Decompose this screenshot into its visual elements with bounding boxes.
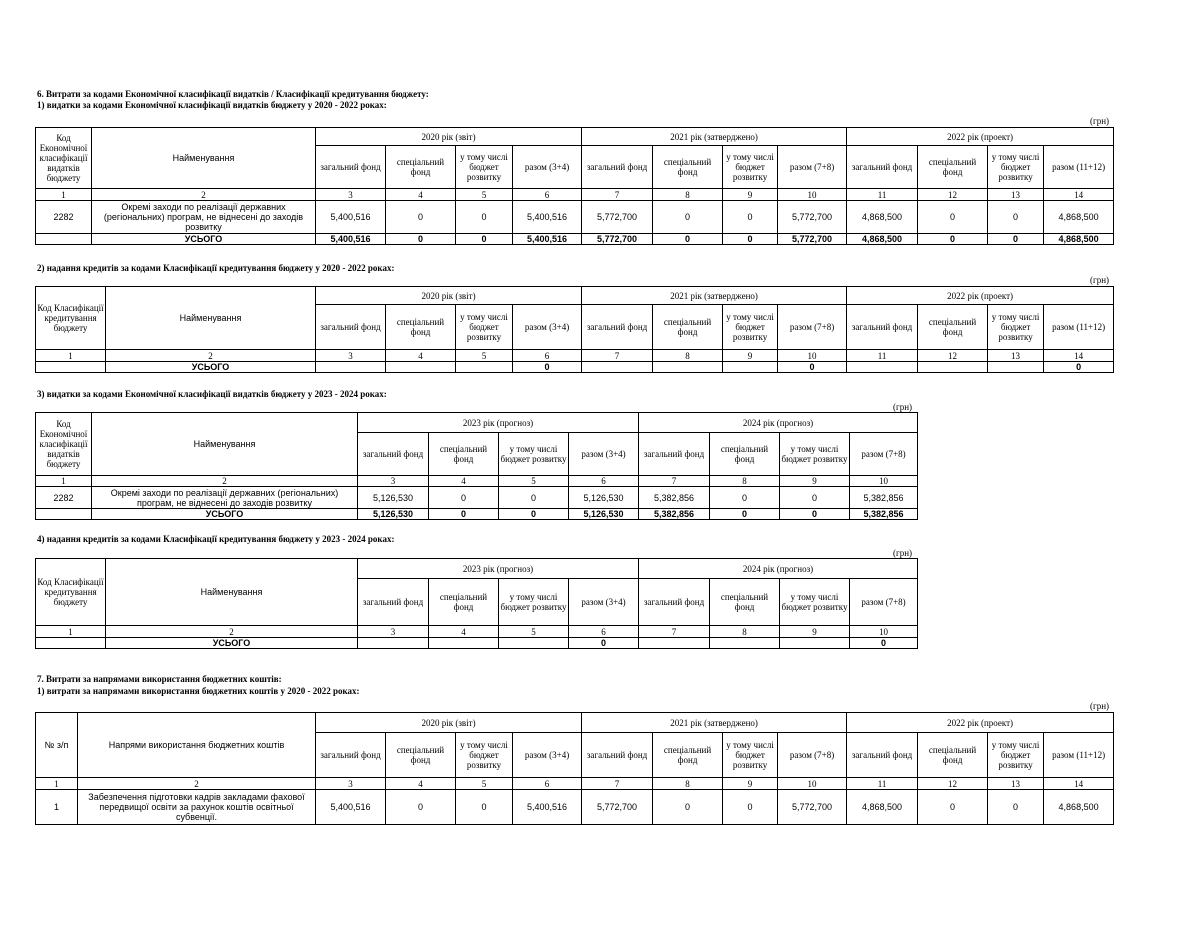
header-year-2021: 2021 рік (затверджено) (582, 713, 847, 733)
col-num: 4 (429, 476, 499, 487)
header-special-fund: спеціальний фонд (710, 433, 780, 476)
header-number: № з/п (36, 713, 78, 778)
header-general-fund: загальний фонд (582, 305, 653, 350)
cell-value: 5,382,856 (639, 487, 710, 509)
cell-value: 4,868,500 (1044, 201, 1114, 234)
header-development: у тому числі бюджет розвитку (723, 305, 778, 350)
col-num: 12 (918, 778, 988, 790)
header-general-fund: загальний фонд (358, 579, 429, 626)
total-value: 5,400,516 (513, 234, 582, 245)
header-special-fund: спеціальний фонд (386, 733, 456, 778)
cell-code: 2282 (36, 487, 92, 509)
header-special-fund: спеціальний фонд (653, 146, 723, 189)
col-num: 10 (850, 476, 918, 487)
header-development: у тому числі бюджет розвитку (723, 146, 778, 189)
table-credit-2023-2024 (35, 558, 918, 649)
col-num: 4 (429, 626, 499, 638)
cell-value: 4,868,500 (847, 790, 918, 825)
header-general-fund: загальний фонд (316, 146, 386, 189)
total-value: 4,868,500 (1044, 234, 1114, 245)
col-num: 10 (778, 189, 847, 201)
col-num: 13 (988, 778, 1044, 790)
header-sum: разом (3+4) (513, 146, 582, 189)
header-general-fund: загальний фонд (316, 733, 386, 778)
header-general-fund: загальний фонд (847, 733, 918, 778)
cell-value: 0 (429, 487, 499, 509)
header-sum: разом (3+4) (513, 733, 582, 778)
col-num: 3 (358, 626, 429, 638)
total-value: 0 (918, 234, 988, 245)
header-general-fund: загальний фонд (847, 305, 918, 350)
col-num: 4 (386, 778, 456, 790)
header-special-fund: спеціальний фонд (429, 433, 499, 476)
header-year-2022: 2022 рік (проект) (847, 713, 1114, 733)
header-sum: разом (11+12) (1044, 733, 1114, 778)
total-row (36, 362, 1114, 373)
col-num: 13 (988, 189, 1044, 201)
table-row (36, 487, 918, 509)
header-special-fund: спеціальний фонд (386, 146, 456, 189)
header-special-fund: спеціальний фонд (918, 733, 988, 778)
total-value: 5,772,700 (582, 234, 653, 245)
header-special-fund: спеціальний фонд (918, 305, 988, 350)
col-num: 2 (78, 778, 316, 790)
header-special-fund: спеціальний фонд (429, 579, 499, 626)
total-label: УСЬОГО (106, 638, 358, 649)
cell-value: 0 (988, 790, 1044, 825)
header-general-fund: загальний фонд (639, 433, 710, 476)
col-num: 3 (316, 778, 386, 790)
col-num: 2 (106, 350, 316, 362)
header-development: у тому числі бюджет розвитку (456, 305, 513, 350)
col-num: 8 (653, 778, 723, 790)
header-year-2022: 2022 рік (проект) (847, 128, 1114, 146)
total-label: УСЬОГО (106, 362, 316, 373)
col-num: 13 (988, 350, 1044, 362)
col-num: 14 (1044, 350, 1114, 362)
section-6-subtitle-3: 3) видатки за кодами Економічної класифікації видатків бюджету у 2023 - 2024 роках: (37, 389, 387, 399)
total-label: УСЬОГО (92, 234, 316, 245)
total-value: 0 (499, 509, 569, 520)
col-num: 6 (569, 476, 639, 487)
col-num: 11 (847, 189, 918, 201)
table-econ-2020-2022 (35, 127, 1114, 245)
section-6-subtitle-2: 2) надання кредитів за кодами Класифікації кредитування бюджету у 2020 - 2022 роках: (37, 263, 395, 273)
header-sum: разом (7+8) (778, 733, 847, 778)
total-row (36, 638, 918, 649)
cell-value: 0 (780, 487, 850, 509)
cell-direction: Забезпечення підготовки кадрів закладами фахової передвищої освіти за рахунок коштів освітньої субвенції. (78, 790, 316, 825)
col-num: 8 (710, 476, 780, 487)
col-num: 9 (723, 189, 778, 201)
col-num: 5 (499, 476, 569, 487)
cell-value: 0 (710, 487, 780, 509)
cell-code: 2282 (36, 201, 92, 234)
cell-value: 5,772,700 (582, 790, 653, 825)
col-num: 11 (847, 778, 918, 790)
header-general-fund: загальний фонд (316, 305, 386, 350)
cell-value: 0 (918, 201, 988, 234)
cell-value: 5,400,516 (316, 790, 386, 825)
total-value: 0 (653, 234, 723, 245)
cell-value: 5,126,530 (358, 487, 429, 509)
cell-value: 5,400,516 (316, 201, 386, 234)
col-num: 9 (723, 350, 778, 362)
cell-value: 0 (499, 487, 569, 509)
total-value: 0 (988, 234, 1044, 245)
header-year-2024: 2024 рік (прогноз) (639, 413, 918, 433)
cell-value: 0 (456, 201, 513, 234)
total-value: 0 (710, 509, 780, 520)
header-year-2020: 2020 рік (звіт) (316, 713, 582, 733)
header-sum: разом (7+8) (778, 146, 847, 189)
col-num: 7 (582, 778, 653, 790)
col-num: 8 (710, 626, 780, 638)
total-value: 5,382,856 (850, 509, 918, 520)
section-6-subtitle-1: 1) видатки за кодами Економічної класифікації видатків бюджету у 2020 - 2022 роках: (37, 100, 387, 110)
header-year-2024: 2024 рік (прогноз) (639, 559, 918, 579)
column-numbers-row (36, 778, 1114, 790)
table-row (36, 201, 1114, 234)
col-num: 3 (358, 476, 429, 487)
total-label: УСЬОГО (92, 509, 358, 520)
table-credit-2020-2022 (35, 286, 1114, 373)
header-sum: разом (11+12) (1044, 146, 1114, 189)
col-num: 10 (778, 778, 847, 790)
col-num: 14 (1044, 778, 1114, 790)
total-value: 0 (850, 638, 918, 649)
col-num: 5 (456, 189, 513, 201)
unit-label: (грн) (1090, 116, 1110, 126)
header-year-2023: 2023 рік (прогноз) (358, 413, 639, 433)
header-code-credit: Код Класифікації кредитування бюджету (36, 287, 106, 350)
section-6-title: 6. Витрати за кодами Економічної класифікації видатків / Класифікації кредитування бюджету: (37, 89, 429, 99)
header-development: у тому числі бюджет розвитку (456, 733, 513, 778)
col-num: 5 (456, 778, 513, 790)
header-sum: разом (7+8) (850, 579, 918, 626)
section-7-subtitle-1: 1) витрати за напрямами використання бюджетних коштів у 2020 - 2022 роках: (37, 686, 360, 696)
header-special-fund: спеціальний фонд (386, 305, 456, 350)
col-num: 7 (582, 350, 653, 362)
header-general-fund: загальний фонд (358, 433, 429, 476)
col-num: 5 (456, 350, 513, 362)
col-num: 2 (106, 626, 358, 638)
col-num: 8 (653, 350, 723, 362)
unit-label: (грн) (893, 548, 913, 558)
col-num: 9 (780, 476, 850, 487)
column-numbers-row (36, 350, 1114, 362)
cell-number: 1 (36, 790, 78, 825)
col-num: 7 (639, 476, 710, 487)
total-value: 0 (778, 362, 847, 373)
col-num: 1 (36, 626, 106, 638)
col-num: 8 (653, 189, 723, 201)
col-num: 14 (1044, 189, 1114, 201)
cell-value: 0 (723, 201, 778, 234)
col-num: 1 (36, 350, 106, 362)
cell-value: 0 (653, 790, 723, 825)
header-general-fund: загальний фонд (582, 146, 653, 189)
col-num: 5 (499, 626, 569, 638)
header-sum: разом (11+12) (1044, 305, 1114, 350)
header-development: у тому числі бюджет розвитку (988, 733, 1044, 778)
header-sum: разом (3+4) (513, 305, 582, 350)
header-development: у тому числі бюджет розвитку (780, 579, 850, 626)
total-value: 0 (723, 234, 778, 245)
col-num: 6 (569, 626, 639, 638)
total-value: 0 (1044, 362, 1114, 373)
cell-value: 5,772,700 (778, 201, 847, 234)
header-name: Найменування (92, 128, 316, 189)
header-name: Найменування (92, 413, 358, 476)
cell-value: 5,126,530 (569, 487, 639, 509)
col-num: 1 (36, 189, 92, 201)
cell-value: 0 (386, 201, 456, 234)
total-value: 5,126,530 (569, 509, 639, 520)
cell-value: 0 (723, 790, 778, 825)
col-num: 3 (316, 189, 386, 201)
cell-value: 0 (456, 790, 513, 825)
header-general-fund: загальний фонд (639, 579, 710, 626)
header-general-fund: загальний фонд (582, 733, 653, 778)
col-num: 1 (36, 476, 92, 487)
column-numbers-row (36, 626, 918, 638)
col-num: 6 (513, 189, 582, 201)
col-num: 9 (723, 778, 778, 790)
header-year-2021: 2021 рік (затверджено) (582, 287, 847, 305)
header-development: у тому числі бюджет розвитку (988, 146, 1044, 189)
col-num: 1 (36, 778, 78, 790)
col-num: 4 (386, 189, 456, 201)
cell-name: Окремі заходи по реалізації державних (регіональних) програм, не віднесені до заходів розвитку (92, 487, 358, 509)
header-development: у тому числі бюджет розвитку (988, 305, 1044, 350)
col-num: 12 (918, 350, 988, 362)
cell-value: 5,772,700 (778, 790, 847, 825)
header-special-fund: спеціальний фонд (653, 733, 723, 778)
cell-value: 5,382,856 (850, 487, 918, 509)
col-num: 6 (513, 778, 582, 790)
column-numbers-row (36, 476, 918, 487)
header-directions: Напрями використання бюджетних коштів (78, 713, 316, 778)
total-value: 5,400,516 (316, 234, 386, 245)
header-sum: разом (7+8) (778, 305, 847, 350)
header-special-fund: спеціальний фонд (653, 305, 723, 350)
column-numbers-row (36, 189, 1114, 201)
col-num: 2 (92, 476, 358, 487)
table-row (36, 790, 1114, 825)
col-num: 4 (386, 350, 456, 362)
header-year-2020: 2020 рік (звіт) (316, 287, 582, 305)
cell-value: 5,772,700 (582, 201, 653, 234)
header-special-fund: спеціальний фонд (710, 579, 780, 626)
header-code-econ: Код Економічної класифікації видатків бюджету (36, 128, 92, 189)
header-development: у тому числі бюджет розвитку (499, 579, 569, 626)
cell-value: 0 (653, 201, 723, 234)
cell-value: 0 (386, 790, 456, 825)
col-num: 10 (850, 626, 918, 638)
cell-value: 4,868,500 (1044, 790, 1114, 825)
unit-label: (грн) (1090, 275, 1110, 285)
col-num: 2 (92, 189, 316, 201)
cell-value: 0 (918, 790, 988, 825)
header-development: у тому числі бюджет розвитку (780, 433, 850, 476)
header-code-credit: Код Класифікації кредитування бюджету (36, 559, 106, 626)
total-value: 0 (569, 638, 639, 649)
header-sum: разом (3+4) (569, 433, 639, 476)
total-value: 0 (780, 509, 850, 520)
total-value: 0 (429, 509, 499, 520)
cell-value: 5,400,516 (513, 201, 582, 234)
col-num: 6 (513, 350, 582, 362)
table-econ-2023-2024 (35, 412, 918, 520)
section-6-subtitle-4: 4) надання кредитів за кодами Класифікації кредитування бюджету у 2023 - 2024 роках: (37, 534, 395, 544)
total-value: 5,772,700 (778, 234, 847, 245)
cell-value: 0 (988, 201, 1044, 234)
header-sum: разом (3+4) (569, 579, 639, 626)
col-num: 9 (780, 626, 850, 638)
col-num: 10 (778, 350, 847, 362)
total-value: 0 (386, 234, 456, 245)
header-code-econ: Код Економічної класифікації видатків бюджету (36, 413, 92, 476)
header-special-fund: спеціальний фонд (918, 146, 988, 189)
header-development: у тому числі бюджет розвитку (456, 146, 513, 189)
col-num: 3 (316, 350, 386, 362)
cell-name: Окремі заходи по реалізації державних (регіональних) програм, не віднесені до заходів розвитку (92, 201, 316, 234)
header-year-2023: 2023 рік (прогноз) (358, 559, 639, 579)
header-year-2021: 2021 рік (затверджено) (582, 128, 847, 146)
header-year-2022: 2022 рік (проект) (847, 287, 1114, 305)
header-development: у тому числі бюджет розвитку (499, 433, 569, 476)
unit-label: (грн) (893, 402, 913, 412)
header-sum: разом (7+8) (850, 433, 918, 476)
total-row (36, 234, 1114, 245)
header-name: Найменування (106, 559, 358, 626)
total-value: 4,868,500 (847, 234, 918, 245)
section-7-title: 7. Витрати за напрямами використання бюджетних коштів: (37, 674, 282, 684)
header-general-fund: загальний фонд (847, 146, 918, 189)
col-num: 11 (847, 350, 918, 362)
col-num: 7 (639, 626, 710, 638)
cell-value: 4,868,500 (847, 201, 918, 234)
header-name: Найменування (106, 287, 316, 350)
col-num: 12 (918, 189, 988, 201)
table-directions-2020-2022 (35, 712, 1114, 825)
header-year-2020: 2020 рік (звіт) (316, 128, 582, 146)
unit-label: (грн) (1090, 701, 1110, 711)
total-value: 5,382,856 (639, 509, 710, 520)
total-value: 0 (456, 234, 513, 245)
header-development: у тому числі бюджет розвитку (723, 733, 778, 778)
cell-value: 5,400,516 (513, 790, 582, 825)
col-num: 7 (582, 189, 653, 201)
total-value: 0 (513, 362, 582, 373)
total-row (36, 509, 918, 520)
total-value: 5,126,530 (358, 509, 429, 520)
